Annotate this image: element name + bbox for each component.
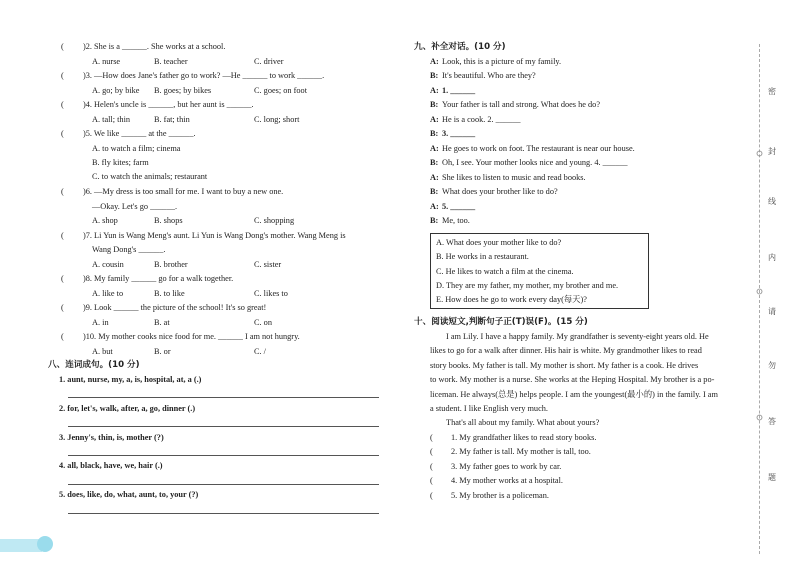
binding-hole-icon [756, 150, 763, 157]
option-c: C. shopping [254, 216, 295, 225]
answer-line[interactable] [68, 397, 379, 398]
dialogue-line: What does your brother like to do? [442, 187, 558, 196]
dialogue-line[interactable]: Oh, I see. Your mother looks nice and young. 4. ______ [442, 158, 628, 167]
answer-paren[interactable]: ( [61, 129, 64, 138]
answer-paren[interactable]: ( [61, 231, 64, 240]
dialogue-line: She likes to listen to music and read books. [442, 173, 586, 182]
judge-item: 2. My father is tall. My mother is tall, too. [451, 447, 591, 456]
question-stem: )3. —How does Jane's father go to work? —He ______ to work ______. [83, 71, 325, 80]
section-9-title: 九、补全对话。(10 分) [414, 42, 506, 52]
answer-paren[interactable]: ( [430, 491, 433, 500]
speaker-label: B: [430, 71, 439, 80]
option-a: A. but [92, 347, 113, 356]
passage-line: to work. My mother is a nurse. She works at the Heping Hospital. My brother is a po- [430, 375, 715, 384]
seal-char: 题 [768, 473, 776, 482]
dialogue-line: Look, this is a picture of my family. [442, 57, 562, 66]
question-stem: )10. My mother cooks nice food for me. ______ I am not hungry. [83, 332, 300, 341]
binding-hole-icon [756, 288, 763, 295]
speaker-label: A: [430, 202, 439, 211]
sentence-prompt: 5. does, like, do, what, aunt, to, your (?) [59, 490, 199, 499]
dialogue-line[interactable]: He is a cook. 2. ______ [442, 115, 521, 124]
sentence-prompt: 2. for, let's, walk, after, a, go, dinner (.) [59, 404, 196, 413]
passage-line: story books. My father is tall. My mother is short. My father is a cook. He drives [430, 361, 699, 370]
seal-line [759, 44, 760, 554]
option-b: B. fly kites; farm [92, 158, 149, 167]
answer-paren[interactable]: ( [61, 71, 64, 80]
dialogue-blank[interactable]: 1. ______ [442, 86, 476, 95]
option-b: B. goes; by bikes [154, 86, 212, 95]
seal-char: 请 [768, 307, 776, 316]
option-c: C. to watch the animals; restaurant [92, 172, 208, 181]
answer-paren[interactable]: ( [61, 332, 64, 341]
speaker-label: A: [430, 144, 439, 153]
seal-char: 封 [768, 147, 776, 156]
seal-char: 内 [768, 253, 776, 262]
option-item: B. He works in a restaurant. [436, 252, 529, 261]
answer-paren[interactable]: ( [61, 187, 64, 196]
section-8-title: 八、连词成句。(10 分) [48, 360, 140, 370]
dialogue-blank[interactable]: 5. ______ [442, 202, 476, 211]
speaker-label: A: [430, 57, 439, 66]
seal-char: 勿 [768, 361, 776, 370]
passage-line: liceman. He always(总是) helps people. I am the youngest(最小的) in the family. I am [430, 390, 718, 399]
question-stem: )2. She is a ______. She works at a school. [83, 42, 226, 51]
option-a: A. cousin [92, 260, 124, 269]
dialogue-line: Me, too. [442, 216, 470, 225]
sentence-prompt: 3. Jenny's, thin, is, mother (?) [59, 433, 164, 442]
judge-item: 4. My mother works at a hospital. [451, 476, 563, 485]
seal-char: 答 [768, 417, 776, 426]
answer-paren[interactable]: ( [430, 462, 433, 471]
answer-line[interactable] [68, 426, 379, 427]
page-tab-circle [37, 536, 53, 552]
answer-paren[interactable]: ( [430, 433, 433, 442]
option-b: B. teacher [154, 57, 188, 66]
option-c: C. goes; on foot [254, 86, 308, 95]
passage-line: a student. I like English very much. [430, 404, 548, 413]
option-b: B. to like [154, 289, 185, 298]
option-b: B. brother [154, 260, 188, 269]
question-stem: )6. —My dress is too small for me. I want to buy a new one. [83, 187, 284, 196]
question-stem: )4. Helen's uncle is ______, but her aunt is ______. [83, 100, 254, 109]
answer-paren[interactable]: ( [430, 476, 433, 485]
answer-paren[interactable]: ( [61, 42, 64, 51]
option-c: C. likes to [254, 289, 288, 298]
option-item: C. He likes to watch a film at the cinema. [436, 267, 574, 276]
option-c: C. long; short [254, 115, 300, 124]
option-b: B. at [154, 318, 170, 327]
judge-item: 1. My grandfather likes to read story books. [451, 433, 597, 442]
option-b: B. shops [154, 216, 183, 225]
option-item: E. How does he go to work every day(每天)? [436, 295, 587, 304]
option-a: A. go; by bike [92, 86, 140, 95]
option-a: A. tall; thin [92, 115, 131, 124]
answer-paren[interactable]: ( [61, 274, 64, 283]
sentence-prompt: 4. all, black, have, we, hair (.) [59, 461, 163, 470]
option-a: A. in [92, 318, 109, 327]
question-stem-cont: —Okay. Let's go ______. [92, 202, 178, 211]
sentence-prompt: 1. aunt, nurse, my, a, is, hospital, at, a (.) [59, 375, 202, 384]
option-a: A. shop [92, 216, 118, 225]
binding-hole-icon [756, 414, 763, 421]
speaker-label: A: [430, 173, 439, 182]
question-stem: )7. Li Yun is Wang Meng's aunt. Li Yun is Wang Dong's mother. Wang Meng is [83, 231, 346, 240]
dialogue-blank[interactable]: 3. ______ [442, 129, 476, 138]
question-stem-cont: Wang Dong's ______. [92, 245, 166, 254]
option-b: B. or [154, 347, 171, 356]
speaker-label: B: [430, 100, 439, 109]
speaker-label: A: [430, 86, 439, 95]
question-stem: )8. My family ______ go for a walk together. [83, 274, 234, 283]
option-a: A. nurse [92, 57, 121, 66]
seal-char: 线 [768, 197, 776, 206]
option-a: A. to watch a film; cinema [92, 144, 181, 153]
answer-line[interactable] [68, 455, 379, 456]
passage-line: likes to go for a walk after dinner. His hair is white. My grandmother likes to read [430, 346, 702, 355]
judge-item: 3. My father goes to work by car. [451, 462, 562, 471]
dialogue-line: He goes to work on foot. The restaurant is near our house. [442, 144, 635, 153]
passage-line: That's all about my family. What about yours? [446, 418, 600, 427]
answer-line[interactable] [68, 484, 379, 485]
dialogue-line: Your father is tall and strong. What does he do? [442, 100, 600, 109]
page-tab-bar [0, 539, 42, 552]
option-item: A. What does your mother like to do? [436, 238, 562, 247]
seal-char: 密 [768, 87, 776, 96]
option-c: C. / [254, 347, 266, 356]
dialogue-line: It's beautiful. Who are they? [442, 71, 536, 80]
answer-paren[interactable]: ( [61, 100, 64, 109]
speaker-label: B: [430, 129, 439, 138]
passage-line: I am Lily. I have a happy family. My grandfather is seventy-eight years old. He [446, 332, 709, 341]
answer-paren[interactable]: ( [430, 447, 433, 456]
answer-line[interactable] [68, 513, 379, 514]
option-item: D. They are my father, my mother, my brother and me. [436, 281, 619, 290]
speaker-label: B: [430, 216, 439, 225]
answer-paren[interactable]: ( [61, 303, 64, 312]
option-b: B. fat; thin [154, 115, 190, 124]
speaker-label: B: [430, 187, 439, 196]
speaker-label: A: [430, 115, 439, 124]
option-c: C. sister [254, 260, 282, 269]
question-stem: )9. Look ______ the picture of the school! It's so great! [83, 303, 267, 312]
section-10-title: 十、阅读短文,判断句子正(T)误(F)。(15 分) [414, 317, 588, 327]
option-c: C. on [254, 318, 272, 327]
speaker-label: B: [430, 158, 439, 167]
judge-item: 5. My brother is a policeman. [451, 491, 549, 500]
option-a: A. like to [92, 289, 124, 298]
option-c: C. driver [254, 57, 284, 66]
question-stem: )5. We like ______ at the ______. [83, 129, 196, 138]
